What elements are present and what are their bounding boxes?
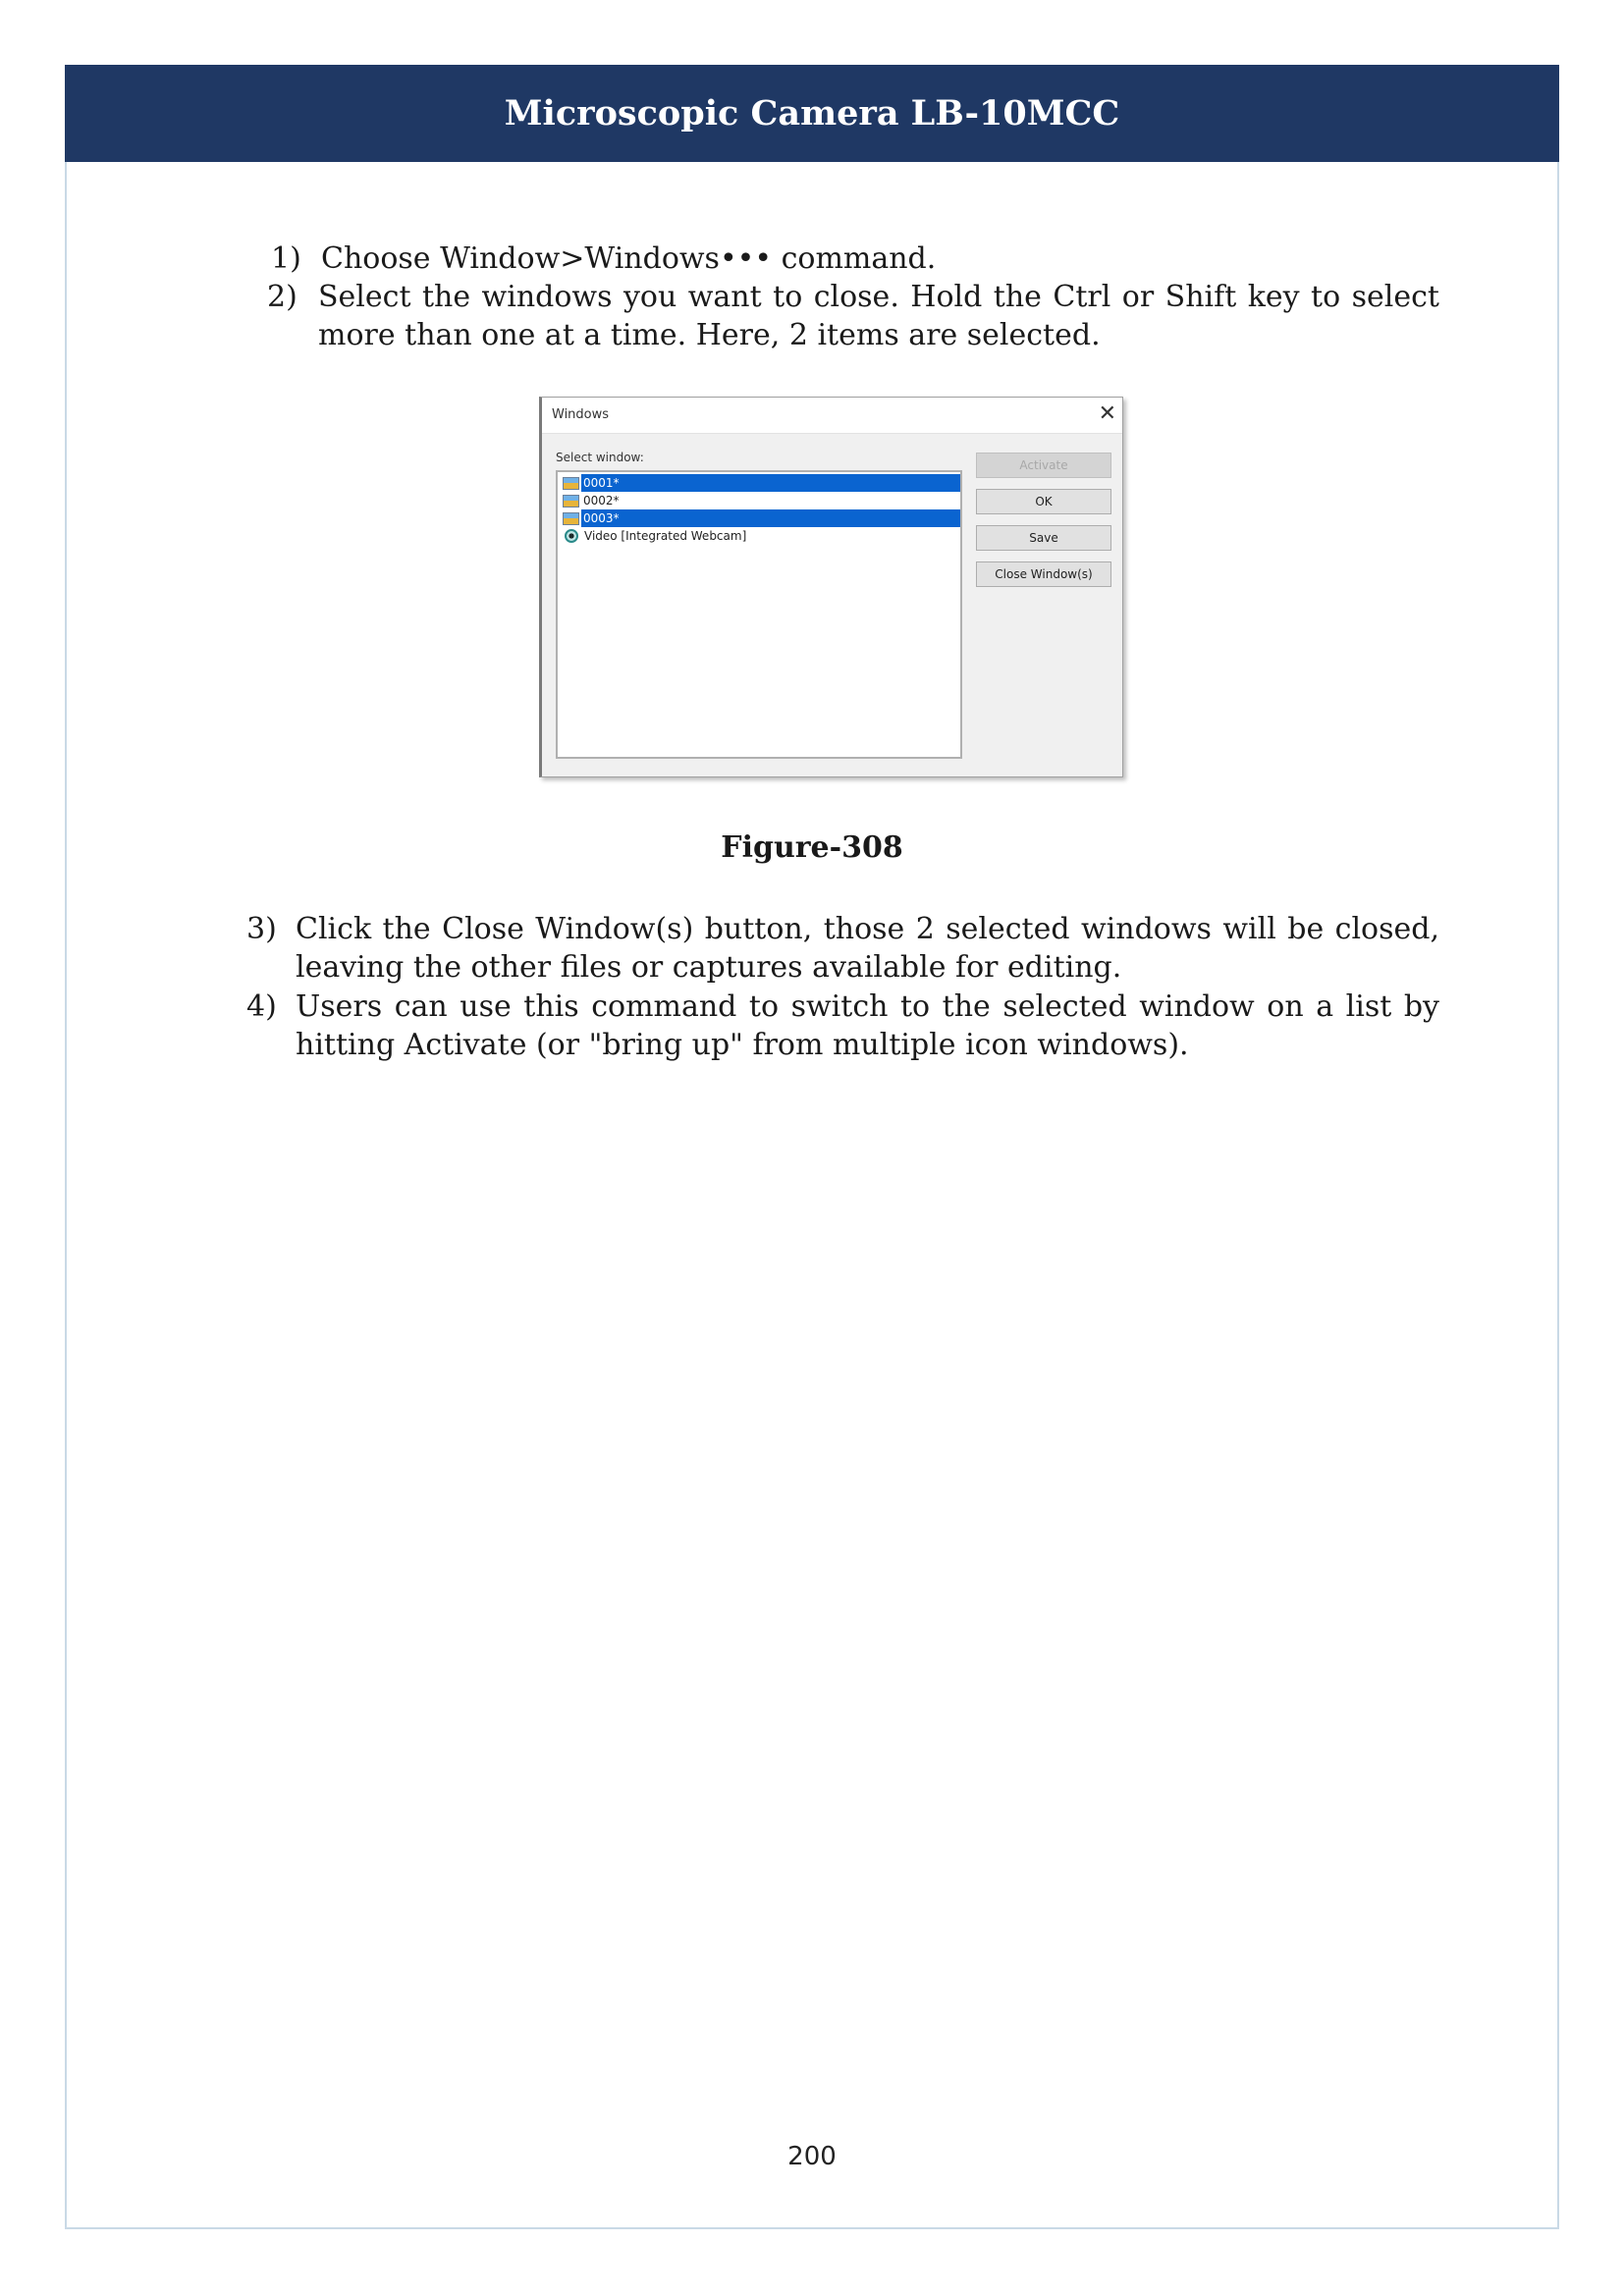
step-1 [271,240,1439,278]
dialog-title: Windows [552,407,610,422]
page-frame [65,65,1559,2229]
step-2 [267,278,1439,354]
webcam-icon [565,529,578,543]
list-item-label: 0002* [583,494,620,507]
step-text: Click the Close Window(s) button, those 2 selected windows will be closed, leaving the other files or captures available for editing. [296,912,1439,985]
dialog-titlebar [542,398,1122,434]
step-4 [246,988,1439,1064]
step-3 [246,910,1439,987]
list-item-label: Video [Integrated Webcam] [584,529,747,543]
page-number: 200 [787,2142,837,2171]
ok-button[interactable]: OK [976,489,1111,514]
page-title: Microscopic Camera LB-10MCC [504,93,1120,133]
figure-caption: Figure-308 [721,830,903,865]
list-item[interactable] [560,474,960,492]
step-text: Users can use this command to switch to the selected window on a list by hitting Activate (or "bring up" from multiple icon windows). [296,989,1439,1062]
list-item-label: 0001* [581,474,960,492]
page-header [65,65,1559,162]
image-icon [563,477,579,490]
step-number: 1) [271,241,301,276]
close-windows-button[interactable]: Close Window(s) [976,561,1111,587]
activate-button[interactable]: Activate [976,453,1111,478]
list-item[interactable] [560,509,960,527]
select-window-label: Select window: [556,451,644,464]
save-button[interactable]: Save [976,525,1111,551]
list-item[interactable] [560,527,960,545]
step-text: Select the windows you want to close. Hold the Ctrl or Shift key to select more than one at a time. Here, 2 items are selected. [318,280,1439,352]
windows-dialog [539,397,1123,777]
list-item[interactable] [560,492,960,509]
image-icon [563,495,579,507]
step-number: 4) [246,989,277,1024]
image-icon [563,512,579,525]
step-number: 2) [267,280,298,314]
step-text: Choose Window>Windows••• command. [321,241,937,276]
window-list[interactable] [556,470,962,759]
step-number: 3) [246,912,277,946]
list-item-label: 0003* [581,509,960,527]
close-icon[interactable]: ✕ [1098,401,1116,426]
